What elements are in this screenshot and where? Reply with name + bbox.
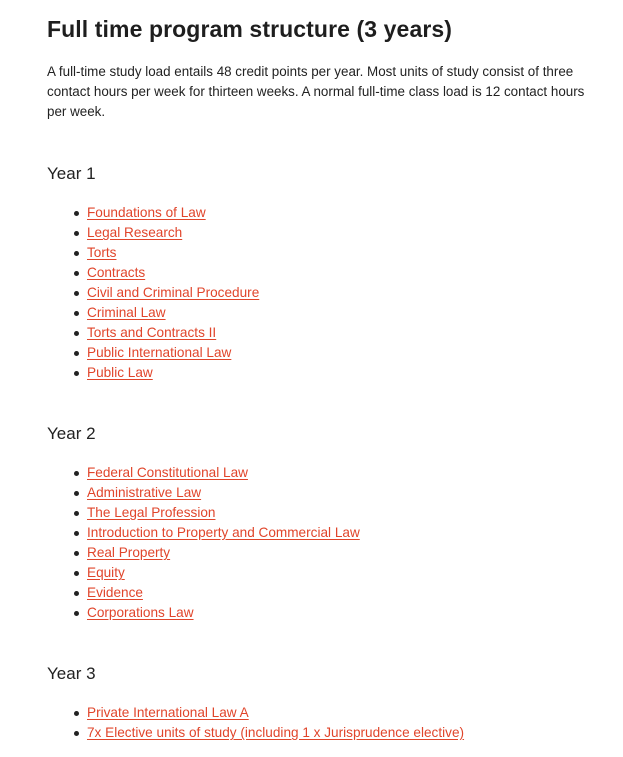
page-title: Full time program structure (3 years) [47, 16, 453, 42]
list-item [74, 603, 603, 623]
bullet-icon [74, 371, 79, 376]
list-item [74, 323, 603, 343]
unit-link[interactable]: Private International Law A [87, 705, 249, 720]
list-item [74, 223, 603, 243]
bullet-icon [74, 711, 79, 716]
unit-link[interactable]: Equity [87, 565, 125, 580]
bullet-icon [74, 531, 79, 536]
list-item [74, 343, 603, 363]
list-item [74, 723, 603, 743]
bullet-icon [74, 511, 79, 516]
unit-link[interactable]: Corporations Law [87, 605, 194, 620]
year-section-2 [47, 423, 603, 623]
list-item [74, 283, 603, 303]
unit-list [47, 463, 603, 623]
bullet-icon [74, 351, 79, 356]
bullet-icon [74, 551, 79, 556]
list-item [74, 263, 603, 283]
unit-link[interactable]: Legal Research [87, 225, 183, 240]
list-item [74, 703, 603, 723]
bullet-icon [74, 311, 79, 316]
unit-list [47, 203, 603, 383]
year-section-3 [47, 663, 603, 743]
list-item [74, 563, 603, 583]
list-item [74, 503, 603, 523]
unit-link[interactable]: Public International Law [87, 345, 232, 360]
year-heading: Year 3 [47, 664, 96, 683]
bullet-icon [74, 331, 79, 336]
list-item [74, 463, 603, 483]
unit-link[interactable]: Foundations of Law [87, 205, 206, 220]
list-item [74, 543, 603, 563]
unit-link[interactable]: Torts [87, 245, 117, 260]
intro-paragraph: A full-time study load entails 48 credit points per year. Most units of study consist of three contact hours per week for thirteen weeks. A normal full-time class load is 12 contact hours per week. [47, 64, 585, 119]
bullet-icon [74, 271, 79, 276]
unit-link[interactable]: The Legal Profession [87, 505, 216, 520]
unit-link[interactable]: Public Law [87, 365, 153, 380]
unit-list [47, 703, 603, 743]
bullet-icon [74, 491, 79, 496]
unit-link[interactable]: Federal Constitutional Law [87, 465, 248, 480]
list-item [74, 363, 603, 383]
unit-link[interactable]: Administrative Law [87, 485, 202, 500]
bullet-icon [74, 611, 79, 616]
unit-link[interactable]: Introduction to Property and Commercial Law [87, 525, 360, 540]
bullet-icon [74, 571, 79, 576]
bullet-icon [74, 731, 79, 736]
unit-link[interactable]: Contracts [87, 265, 146, 280]
years-container [47, 163, 603, 743]
list-item [74, 303, 603, 323]
bullet-icon [74, 291, 79, 296]
list-item [74, 583, 603, 603]
unit-link[interactable]: Criminal Law [87, 305, 166, 320]
year-heading: Year 2 [47, 424, 96, 443]
unit-link[interactable]: Real Property [87, 545, 171, 560]
bullet-icon [74, 211, 79, 216]
bullet-icon [74, 471, 79, 476]
list-item [74, 203, 603, 223]
list-item [74, 243, 603, 263]
year-heading: Year 1 [47, 164, 96, 183]
list-item [74, 483, 603, 503]
unit-link[interactable]: 7x Elective units of study (including 1 x Jurisprudence elective) [87, 725, 465, 740]
bullet-icon [74, 231, 79, 236]
bullet-icon [74, 251, 79, 256]
bullet-icon [74, 591, 79, 596]
year-section-1 [47, 163, 603, 383]
unit-link[interactable]: Evidence [87, 585, 143, 600]
unit-link[interactable]: Civil and Criminal Procedure [87, 285, 260, 300]
list-item [74, 523, 603, 543]
unit-link[interactable]: Torts and Contracts II [87, 325, 217, 340]
